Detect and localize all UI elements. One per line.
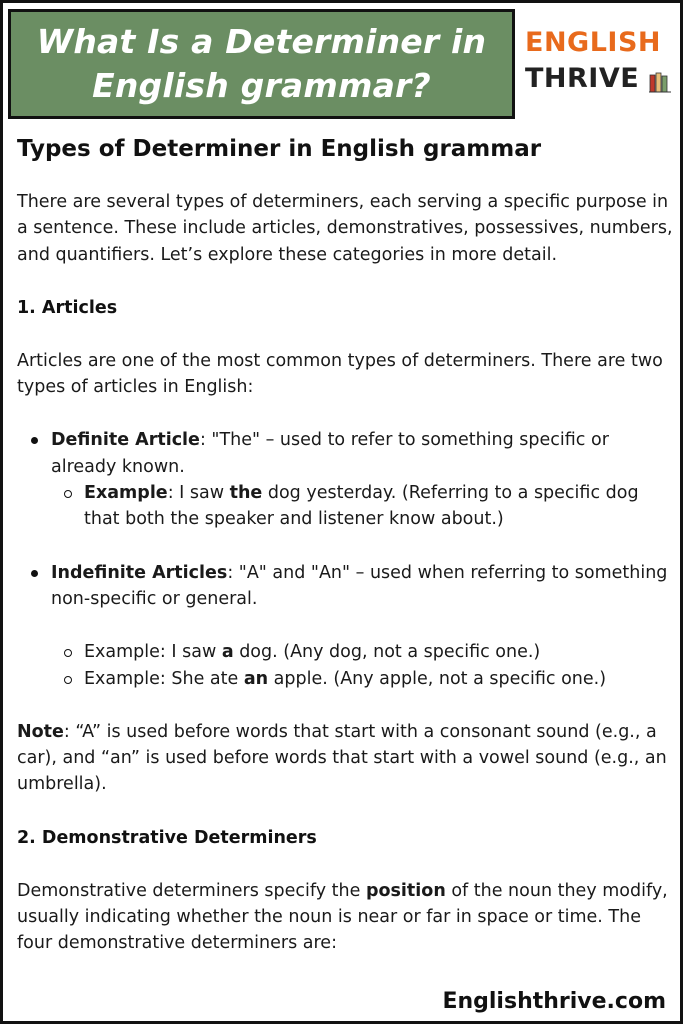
indefinite-examples	[17, 639, 677, 692]
example-text-end: dog. (Any dog, not a specific one.)	[233, 642, 541, 663]
example-label: Example	[84, 483, 168, 504]
note-text: : “A” is used before words that start with a consonant sound (e.g., a car), and “an” is used before words that start with a vowel sound (e.g., an umbrella).	[17, 721, 667, 795]
example-text: : I saw	[167, 483, 230, 504]
section-title: Types of Determiner in English grammar	[17, 136, 542, 162]
footer-site-link[interactable]: Englishthrive.com	[442, 989, 666, 1014]
english-thrive-logo	[525, 27, 675, 107]
note-label: Note	[17, 721, 64, 742]
definite-list	[17, 427, 677, 480]
intro-paragraph: There are several types of determiners, each serving a specific purpose in a sentence. These include articles, demonstratives, possessives, numbers, and quantifiers. Let’s explore these categories in more detail.	[17, 192, 673, 265]
logo-word-thrive: THRIVE	[525, 63, 640, 94]
definite-label: Definite Article	[51, 430, 200, 451]
books-icon	[649, 71, 671, 93]
title-banner	[8, 9, 515, 119]
demonstratives-paragraph	[17, 878, 677, 957]
example-text-end: dog yesterday. (Referring to a specific dog that both the speaker and listener know about.)	[84, 483, 639, 530]
articles-heading: 1. Articles	[17, 297, 118, 318]
example-bold-word: a	[221, 642, 234, 663]
example-text: Example: I saw	[84, 642, 222, 663]
note-paragraph	[17, 719, 677, 798]
list-item-definite-example	[17, 480, 677, 533]
example-text-end: apple. (Any apple, not a specific one.)	[268, 668, 607, 689]
indefinite-list	[17, 560, 677, 613]
list-item-definite-article	[17, 427, 677, 480]
example-text: Example: She ate	[84, 668, 244, 689]
definite-examples	[17, 480, 677, 533]
demonstratives-text: Demonstrative determiners specify the	[17, 880, 366, 901]
demonstratives-bold-word: position	[365, 880, 446, 901]
articles-intro: Articles are one of the most common types of determiners. There are two types of articles in English:	[17, 350, 663, 398]
example-bold-word: an	[243, 668, 269, 689]
demonstratives-text-end: of the noun they modify, usually indicating whether the noun is near or far in space or time. The four demonstrative determiners are:	[17, 880, 668, 954]
logo-word-english: ENGLISH	[525, 27, 661, 58]
list-item-indefinite-example-an	[17, 666, 677, 692]
list-item-indefinite-articles	[17, 560, 677, 613]
demonstratives-heading: 2. Demonstrative Determiners	[17, 827, 317, 848]
title-line-1: What Is a Determiner in	[36, 22, 487, 61]
definite-text: : "The" – used to refer to something specific or already known.	[51, 430, 609, 477]
article-body	[17, 133, 677, 957]
title-line-2: English grammar?	[92, 66, 431, 105]
example-bold-word: the	[229, 483, 263, 504]
indefinite-text: : "A" and "An" – used when referring to something non-specific or general.	[51, 562, 668, 609]
indefinite-label: Indefinite Articles	[51, 562, 228, 583]
list-item-indefinite-example-a	[17, 639, 677, 665]
